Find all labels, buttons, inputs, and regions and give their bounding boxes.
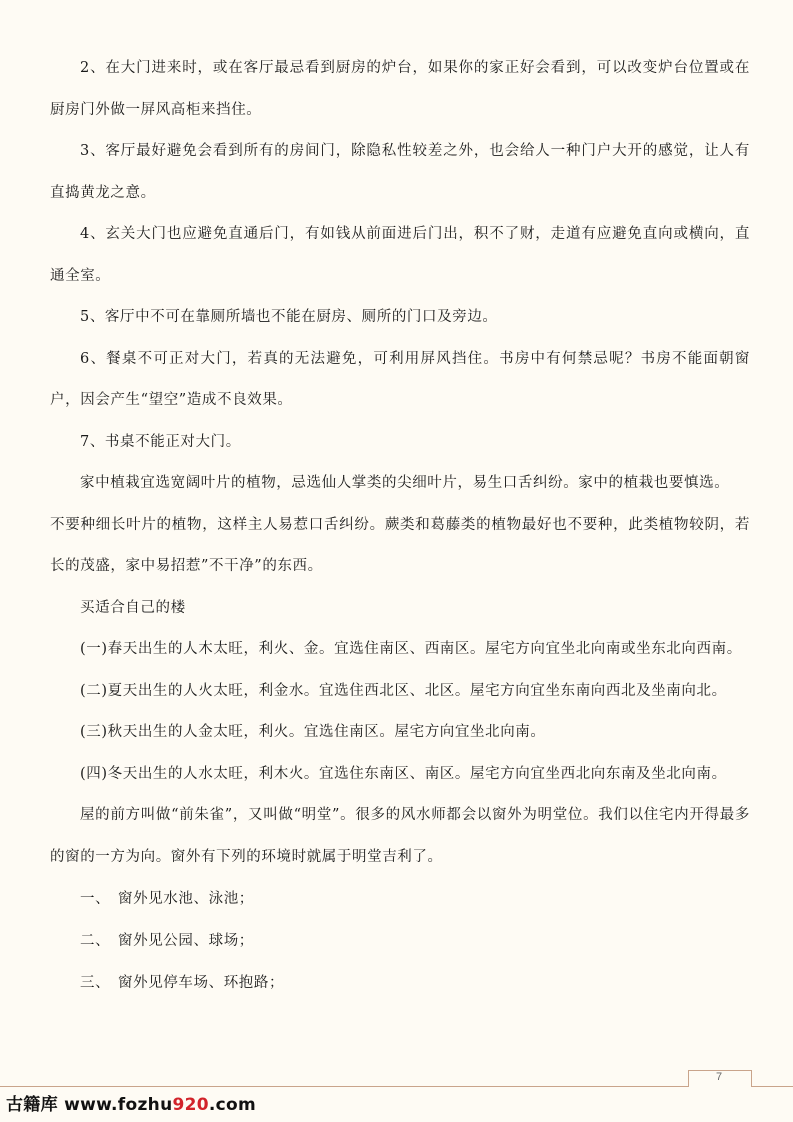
list-item-number: 一、 (80, 891, 111, 907)
paragraph: 6、餐桌不可正对大门，若真的无法避免，可利用屏风挡住。书房中有何禁忌呢？书房不能面朝窗户，因会产生“望空”造成不良效果。 (50, 350, 750, 408)
list-item (50, 962, 750, 1004)
list-item (50, 920, 750, 962)
paragraph: 5、客厅中不可在靠厕所墙也不能在厨房、厕所的门口及旁边。 (80, 309, 498, 325)
list-item-text: 窗外见公园、球场； (118, 933, 254, 949)
watermark-highlight: 920 (172, 1095, 209, 1115)
document-body (50, 48, 750, 1004)
paragraph: 屋的前方叫做“前朱雀”，又叫做“明堂”。很多的风水师都会以窗外为明堂位。我们以住宅内开得最多的窗的一方为向。窗外有下列的环境时就属于明堂吉利了。 (50, 807, 750, 865)
footer-divider (0, 1086, 793, 1087)
list-item-number: 三、 (80, 975, 111, 991)
paragraph: 家中植栽宜选宽阔叶片的植物，忌选仙人掌类的尖细叶片，易生口舌纠纷。家中的植栽也要慎选。 (80, 475, 730, 491)
list-item-text: 窗外见停车场、环抱路； (118, 975, 285, 991)
paragraph: 3、客厅最好避免会看到所有的房间门，除隐私性较差之外，也会给人一种门户大开的感觉，让人有直捣黄龙之意。 (50, 143, 750, 201)
paragraph: 2、在大门进来时，或在客厅最忌看到厨房的炉台，如果你的家正好会看到，可以改变炉台位置或在厨房门外做一屏风高柜来挡住。 (50, 60, 750, 118)
section-heading: 买适合自己的楼 (80, 599, 186, 616)
paragraph: (四)冬天出生的人水太旺，利木火。宜选住东南区、南区。屋宅方向宜坐西北向东南及坐北向南。 (80, 765, 727, 782)
list-item-text: 窗外见水池、泳池； (118, 891, 254, 907)
paragraph: 7、书桌不能正对大门。 (80, 433, 241, 450)
watermark-logo (6, 1090, 256, 1115)
paragraph: (三)秋天出生的人金太旺，利火。宜选住南区。屋宅方向宜坐北向南。 (80, 724, 546, 740)
page-number: 7 (715, 1071, 723, 1083)
paragraph: 不要种细长叶片的植物，这样主人易惹口舌纠纷。蕨类和葛藤类的植物最好也不要种，此类植物较阴，若长的茂盛，家中易招惹”不干净”的东西。 (50, 516, 750, 574)
watermark-text: 古籍库 www.fozhu (6, 1095, 173, 1115)
list-item (50, 878, 750, 920)
paragraph: 4、玄关大门也应避免直通后门，有如钱从前面进后门出，积不了财，走道有应避免直向或横向，直通全室。 (50, 226, 750, 284)
paragraph: (一)春天出生的人木太旺，利火、金。宜选住南区、西南区。屋宅方向宜坐北向南或坐东北向西南。 (80, 641, 742, 657)
watermark-suffix: .com (208, 1095, 257, 1115)
list-item-number: 二、 (80, 933, 111, 949)
paragraph: (二)夏天出生的人火太旺，利金水。宜选住西北区、北区。屋宅方向宜坐东南向西北及坐南向北。 (80, 682, 727, 699)
